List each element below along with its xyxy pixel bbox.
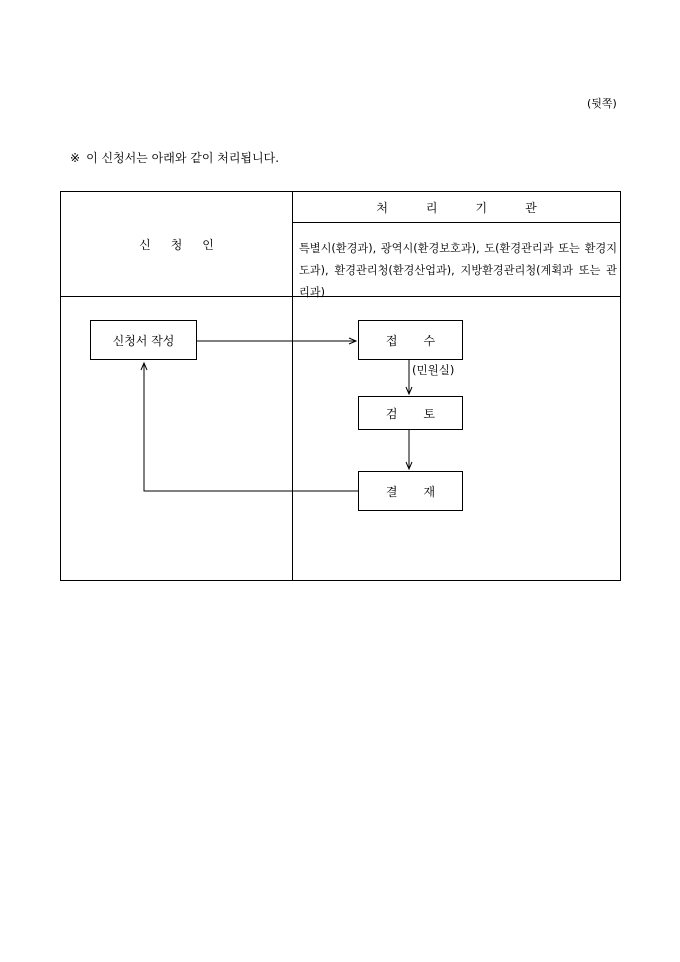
review-box: 검토 xyxy=(358,396,463,430)
reference-mark: ※ xyxy=(70,151,81,165)
civil-office-label: (민원실) xyxy=(412,363,455,377)
flow-connectors xyxy=(61,192,620,580)
receive-box: 접수 xyxy=(358,320,463,360)
applicant-header: 신청인 xyxy=(139,237,234,252)
agency-header: 처리기관 xyxy=(376,200,575,215)
processing-note xyxy=(70,149,279,166)
page-side-label: (뒷쪽) xyxy=(587,97,617,110)
write-application-box: 신청서 작성 xyxy=(90,320,197,360)
processing-table xyxy=(60,191,621,581)
arrow-approve-to-write xyxy=(144,364,358,491)
processing-note-text: 이 신청서는 아래와 같이 처리됩니다. xyxy=(86,151,280,165)
approve-box: 결재 xyxy=(358,471,463,511)
agency-description: 특별시(환경과), 광역시(환경보호과), 도(환경관리과 또는 환경지도과), 환경관리청(환경산업과), 지방환경관리청(계획과 또는 관리과) xyxy=(299,242,617,299)
